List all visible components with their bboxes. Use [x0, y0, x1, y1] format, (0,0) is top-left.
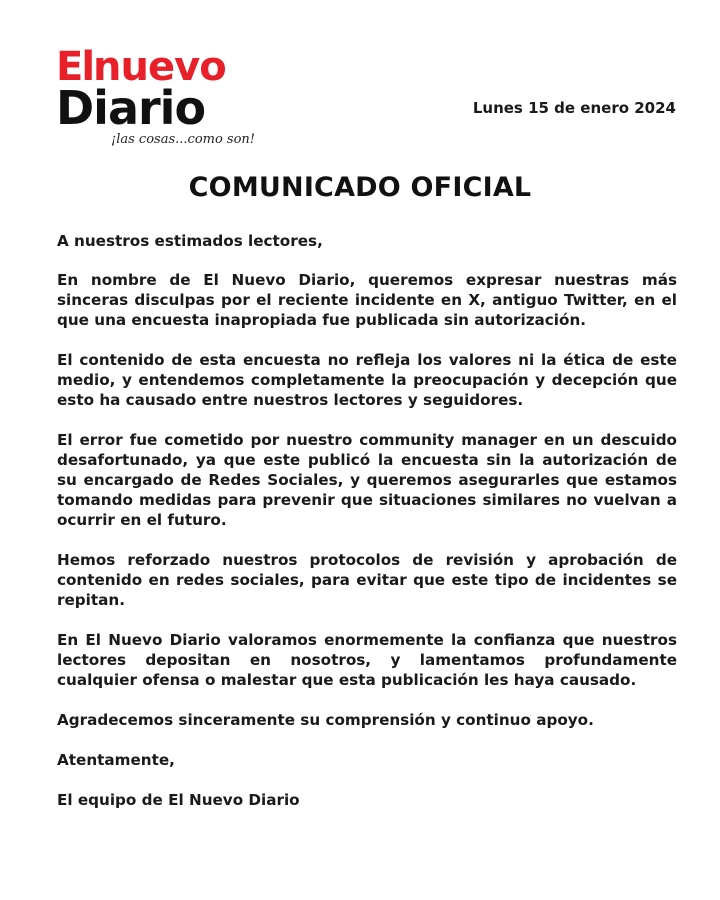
signature: El equipo de El Nuevo Diario: [57, 791, 300, 809]
logo-el: El: [56, 44, 94, 90]
paragraph-thanks: Agradecemos sinceramente su comprensión y continuo apoyo.: [57, 711, 594, 729]
statement-title: COMUNICADO OFICIAL: [188, 172, 532, 203]
logo-tagline: ¡las cosas...como son!: [111, 132, 256, 147]
logo-diario: Diario: [56, 81, 206, 135]
paragraph-apology: En nombre de El Nuevo Diario, queremos expresar nuestras más sinceras disculpas por el reciente incidente en X, antiguo Twitter, en el que una encuesta inapropiada fue publicada sin autorización.: [57, 271, 677, 329]
paragraph-error: El error fue cometido por nuestro community manager en un descuido desafortunado, ya que este publicó la encuesta sin la autorización de su encargado de Redes Sociales, y queremos asegurarles que estamos tomando medidas para prevenir que situaciones similares no vuelvan a ocurrir en el futuro.: [57, 431, 677, 529]
statement-body: [57, 231, 677, 830]
paragraph-protocols: Hemos reforzado nuestros protocolos de revisión y aprobación de contenido en redes sociales, para evitar que este tipo de incidentes se repitan.: [57, 551, 677, 609]
paragraph-trust: En El Nuevo Diario valoramos enormemente la confianza que nuestros lectores depositan en nosotros, y lamentamos profundamente cualquier ofensa o malestar que esta publicación les haya causado.: [57, 631, 677, 689]
paragraph-values: El contenido de esta encuesta no refleja los valores ni la ética de este medio, y entendemos completamente la preocupación y decepción que esto ha causado entre nuestros lectores y seguidores.: [57, 351, 677, 409]
publication-date: Lunes 15 de enero 2024: [472, 99, 676, 117]
logo-nuevo: nuevo: [93, 44, 226, 90]
newspaper-logo: [56, 44, 266, 147]
closing: Atentamente,: [57, 751, 175, 769]
greeting: A nuestros estimados lectores,: [57, 232, 323, 250]
